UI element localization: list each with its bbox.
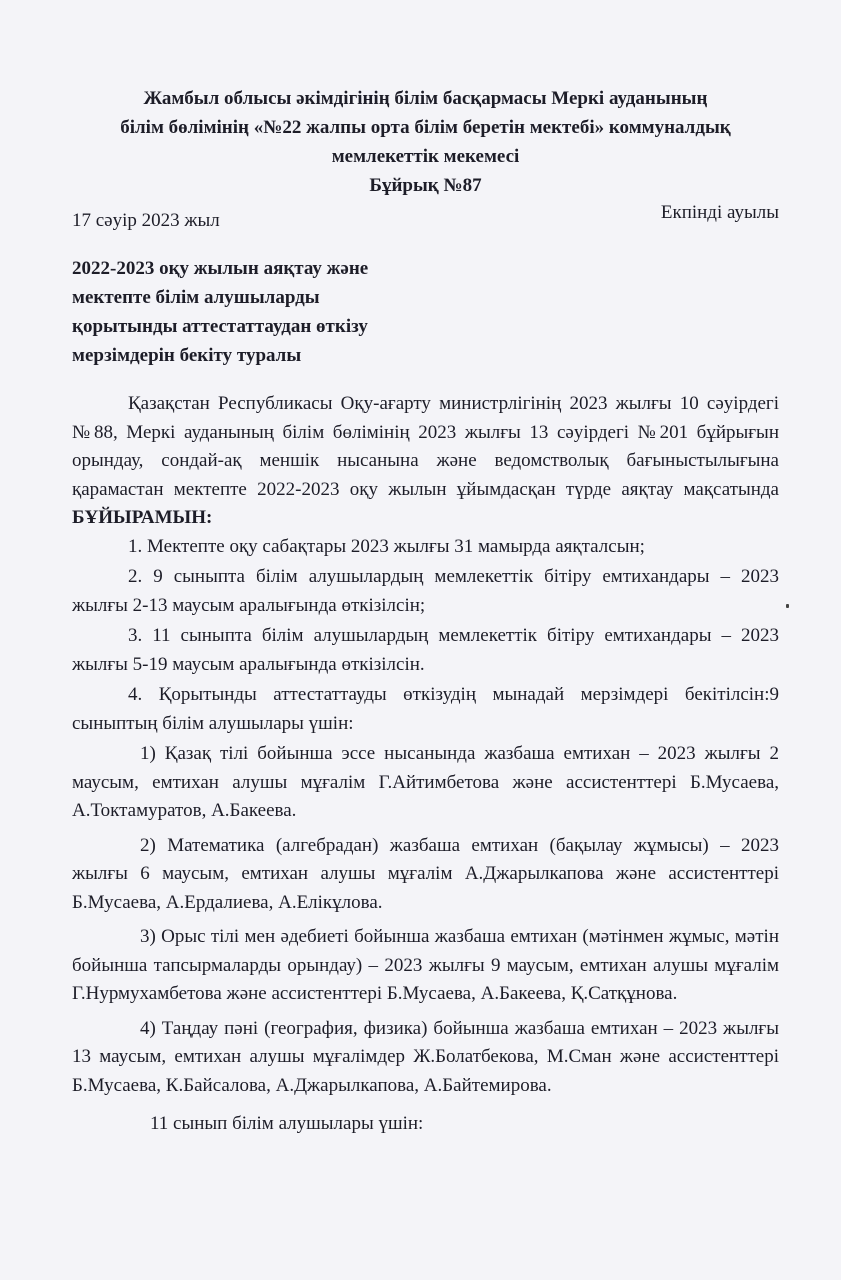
order-place: Екпінді ауылы	[660, 202, 779, 223]
grade-11-heading: 11 сынып білім алушылары үшін:	[150, 1113, 424, 1134]
document-header	[72, 84, 779, 200]
exam-item-2: 2) Математика (алгебрадан) жазбаша емтихан (бақылау жұмысы) – 2023 жылғы 6 маусым, емтихан алушы мұғалім А.Джарылкапова және ассистенттері Б.Мусаева, А.Ердалиева, А.Елікұлова.	[72, 834, 779, 913]
title-line-2: мектепте білім алушыларды	[72, 287, 320, 308]
order-item-4: 4. Қорытынды аттестаттауды өткізудің мынадай мерзімдері бекітілсін:9 сыныптың білім алушылары үшін:	[72, 684, 779, 734]
order-item-3: 3. 11 сыныпта білім алушылардың мемлекеттік бітіру емтихандары – 2023 жылғы 5-19 маусым аралығында өткізілсін.	[72, 625, 779, 675]
order-item-2: 2. 9 сыныпта білім алушылардың мемлекеттік бітіру емтихандары – 2023 жылғы 2-13 маусым аралығында өткізілсін;	[72, 566, 779, 616]
exam-item-3: 3) Орыс тілі мен әдебиеті бойынша жазбаша емтихан (мәтінмен жұмыс, мәтін бойынша тапсырмаларды орындау) – 2023 жылғы 9 маусым, емтихан алушы мұғалім Г.Нурмухамбетова және ассистенттері Б.Мусаева, А.Бакеева, Қ.Сатқұнова.	[72, 926, 779, 1004]
header-line-3: мемлекеттік мекемесі	[331, 146, 520, 167]
header-line-2: білім бөлімінің «№22 жалпы орта білім беретін мектебі» коммуналдық	[120, 117, 731, 138]
exam-item-4: 4) Таңдау пәні (география, физика) бойынша жазбаша емтихан – 2023 жылғы 13 маусым, емтихан алушы мұғалімдер Ж.Болатбекова, М.Сман және ассистенттері Б.Мусаева, К.Байсалова, А.Джарылкапова, А.Байтемирова.	[72, 1017, 779, 1096]
order-title	[72, 254, 452, 370]
scan-speck	[786, 604, 789, 608]
exam-item-1: 1) Қазақ тілі бойынша эссе нысанында жазбаша емтихан – 2023 жылғы 2 маусым, емтихан алушы мұғалім Г.Айтимбетова және ассистенттері Б.Мусаева, А.Токтамуратов, А.Бакеева.	[72, 743, 779, 821]
order-word: БҰЙЫРАМЫН:	[72, 507, 213, 528]
intro-paragraph	[72, 390, 779, 533]
date-place-row	[72, 202, 779, 232]
order-item-1: 1. Мектепте оқу сабақтары 2023 жылғы 31 мамырда аяқталсын;	[128, 535, 645, 557]
intro-text: Қазақстан Республикасы Оқу-ағарту министрлігінің 2023 жылғы 10 сәуірдегі №88, Меркі ауданының білім бөлімінің 2023 жылғы 13 сәуірдегі №201 бұйрығын орындау, сондай-ақ меншік нысанына және ведомстволық бағыныстылығына қарамастан мектепте 2022-2023 оқу жылын ұйымдасқан түрде аяқтау мақсатында	[72, 393, 779, 500]
order-date: 17 сәуір 2023 жыл	[72, 210, 220, 231]
order-number: Бұйрық №87	[369, 175, 482, 196]
header-line-1: Жамбыл облысы әкімдігінің білім басқармасы Меркі ауданының	[143, 88, 708, 109]
title-line-1: 2022-2023 оқу жылын аяқтау және	[72, 258, 369, 279]
title-line-3: қорытынды аттестаттаудан өткізу	[72, 316, 368, 337]
title-line-4: мерзімдерін бекіту туралы	[72, 345, 302, 366]
